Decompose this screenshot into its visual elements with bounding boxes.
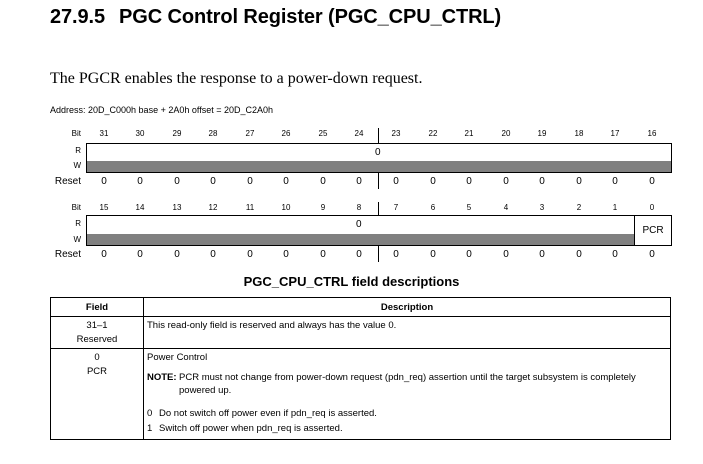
field-descriptions-table xyxy=(50,297,671,440)
byte-divider xyxy=(378,128,379,143)
reset-value: 0 xyxy=(247,176,253,187)
description-text: This read-only field is reserved and always has the value 0. xyxy=(147,320,397,331)
reset-value: 0 xyxy=(210,249,216,260)
register-address: Address: 20D_C000h base + 2A0h offset = 20D_C2A0h xyxy=(50,105,273,115)
reset-value: 0 xyxy=(137,176,143,187)
bit-number: 4 xyxy=(503,203,509,212)
reset-value: 0 xyxy=(539,249,545,260)
reset-value: 0 xyxy=(356,176,362,187)
bit-number: 21 xyxy=(464,129,474,138)
bit-number: 6 xyxy=(430,203,436,212)
byte-divider xyxy=(378,202,379,216)
bit-number: 2 xyxy=(576,203,582,212)
value-key: 0 xyxy=(147,408,153,419)
field-name: PCR xyxy=(86,366,108,377)
register-field-pcr xyxy=(634,215,672,246)
bit-number: 9 xyxy=(320,203,326,212)
bit-number: 28 xyxy=(208,129,218,138)
field-cell xyxy=(51,317,144,349)
write-reserved-bar xyxy=(87,161,671,172)
bit-number: 13 xyxy=(172,203,182,212)
intro-paragraph: The PGCR enables the response to a power-down request. xyxy=(50,70,423,87)
bit-number: 16 xyxy=(647,129,657,138)
reset-value: 0 xyxy=(101,249,107,260)
description-text: Power Control xyxy=(147,352,208,363)
bit-number: 18 xyxy=(574,129,584,138)
bit-number: 23 xyxy=(391,129,401,138)
reset-value: 0 xyxy=(247,249,253,260)
reset-value: 0 xyxy=(283,176,289,187)
table-row xyxy=(51,317,671,349)
reset-value: 0 xyxy=(503,176,509,187)
reset-value: 0 xyxy=(283,249,289,260)
write-row-label: W xyxy=(73,235,81,244)
bit-number: 19 xyxy=(537,129,547,138)
bit-number: 1 xyxy=(612,203,618,212)
reset-value: 0 xyxy=(137,249,143,260)
reset-value: 0 xyxy=(466,249,472,260)
bit-number: 20 xyxy=(501,129,511,138)
pcr-field-label: PCR xyxy=(642,225,664,236)
reset-value: 0 xyxy=(503,249,509,260)
bit-number: 25 xyxy=(318,129,328,138)
value-text: Switch off power when pdn_req is asserted. xyxy=(159,423,343,434)
bit-number: 22 xyxy=(428,129,438,138)
bit-number: 10 xyxy=(281,203,291,212)
bit-row-label: Bit xyxy=(71,129,81,138)
register-field-reserved-upper xyxy=(86,143,672,173)
note-label: NOTE: xyxy=(147,372,177,383)
field-cell xyxy=(51,349,144,440)
bit-number: 14 xyxy=(135,203,145,212)
bit-number: 8 xyxy=(356,203,362,212)
bit-number: 7 xyxy=(393,203,399,212)
bit-row-label: Bit xyxy=(71,203,81,212)
reset-value: 0 xyxy=(210,176,216,187)
read-row-label: R xyxy=(75,146,81,155)
description-cell xyxy=(144,349,671,440)
reset-value: 0 xyxy=(649,176,655,187)
description-cell xyxy=(144,317,671,349)
bit-number: 29 xyxy=(172,129,182,138)
bit-number: 3 xyxy=(539,203,545,212)
reset-value: 0 xyxy=(174,249,180,260)
bit-number: 27 xyxy=(245,129,255,138)
reset-value: 0 xyxy=(320,176,326,187)
field-bits: 0 xyxy=(94,352,100,363)
reset-value: 0 xyxy=(430,176,436,187)
reset-value: 0 xyxy=(466,176,472,187)
reset-value: 0 xyxy=(649,249,655,260)
bit-number: 31 xyxy=(99,129,109,138)
bit-number: 24 xyxy=(354,129,364,138)
reset-row-label: Reset xyxy=(54,176,81,187)
reset-value: 0 xyxy=(539,176,545,187)
reset-value: 0 xyxy=(430,249,436,260)
bit-number: 30 xyxy=(135,129,145,138)
note xyxy=(147,371,667,397)
field-bits: 31–1 xyxy=(86,320,108,331)
read-value: 0 xyxy=(356,219,362,230)
reset-value: 0 xyxy=(612,249,618,260)
reset-value: 0 xyxy=(101,176,107,187)
reset-value: 0 xyxy=(320,249,326,260)
value-enum-item xyxy=(147,407,667,420)
reset-value: 0 xyxy=(612,176,618,187)
value-key: 1 xyxy=(147,423,153,434)
column-header-field: Field xyxy=(51,298,144,317)
bit-number: 17 xyxy=(610,129,620,138)
reset-row-label: Reset xyxy=(54,249,81,260)
reset-value: 0 xyxy=(174,176,180,187)
note-text: PCR must not change from power-down request (pdn_req) assertion until the target subsystem is completely powered up. xyxy=(179,372,636,396)
column-header-description: Description xyxy=(144,298,671,317)
reset-value: 0 xyxy=(356,249,362,260)
reset-value: 0 xyxy=(576,249,582,260)
reset-value: 0 xyxy=(393,176,399,187)
field-name: Reserved xyxy=(76,334,118,345)
table-row xyxy=(51,349,671,440)
write-reserved-bar xyxy=(87,234,634,245)
read-row-label: R xyxy=(75,219,81,228)
write-row-label: W xyxy=(73,161,81,170)
bit-number: 15 xyxy=(99,203,109,212)
bit-number: 0 xyxy=(649,203,655,212)
bit-number: 11 xyxy=(245,203,255,212)
section-title: PGC Control Register (PGC_CPU_CTRL) xyxy=(119,6,502,28)
table-header-row xyxy=(51,298,671,317)
bit-number: 12 xyxy=(208,203,218,212)
reset-value: 0 xyxy=(576,176,582,187)
field-table-title: PGC_CPU_CTRL field descriptions xyxy=(243,274,460,289)
value-text: Do not switch off power even if pdn_req is asserted. xyxy=(159,408,377,419)
value-enum-item xyxy=(147,422,667,435)
reset-value: 0 xyxy=(393,249,399,260)
section-number: 27.9.5 xyxy=(50,6,106,28)
bit-number: 5 xyxy=(466,203,472,212)
register-field-reserved-lower xyxy=(86,215,635,246)
bit-number: 26 xyxy=(281,129,291,138)
section-heading xyxy=(50,6,501,29)
read-value: 0 xyxy=(375,147,381,158)
